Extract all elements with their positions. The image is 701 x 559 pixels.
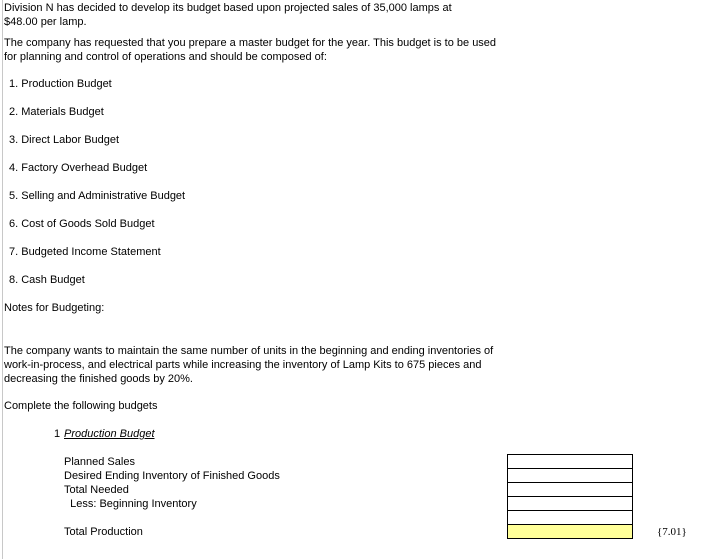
- total-production-label: Total Production: [64, 526, 143, 538]
- request-line-1: The company has requested that you prepare a master budget for the year. This budget is to be used: [4, 37, 497, 49]
- notes-line-1: The company wants to maintain the same number of units in the beginning and ending inventories of: [4, 345, 494, 357]
- row-label: Planned Sales: [64, 456, 135, 468]
- row-label: Total Needed: [64, 484, 129, 496]
- budget-item: 7. Budgeted Income Statement: [9, 246, 161, 258]
- production-title: Production Budget: [64, 428, 155, 440]
- budget-item: 1. Production Budget: [9, 78, 112, 90]
- total-needed-cell[interactable]: [507, 482, 633, 497]
- intro-line-2: $48.00 per lamp.: [4, 16, 87, 28]
- notes-line-3: decreasing the finished goods by 20%.: [4, 373, 193, 385]
- beginning-inventory-cell[interactable]: [507, 496, 633, 511]
- production-number: 1: [54, 428, 61, 440]
- row-label: Desired Ending Inventory of Finished Goods: [64, 470, 280, 482]
- column-gridline: [2, 0, 3, 559]
- planned-sales-cell[interactable]: [507, 454, 633, 469]
- budget-item: 2. Materials Budget: [9, 106, 104, 118]
- budget-item: 4. Factory Overhead Budget: [9, 162, 148, 174]
- ending-inventory-cell[interactable]: [507, 468, 633, 483]
- request-line-2: for planning and control of operations and should be composed of:: [4, 51, 327, 63]
- intro-line-1: Division N has decided to develop its budget based upon projected sales of 35,000 lamps at: [4, 2, 452, 14]
- notes-heading: Notes for Budgeting:: [4, 302, 105, 314]
- budget-item: 6. Cost of Goods Sold Budget: [9, 218, 155, 230]
- reference-code: {7.01}: [657, 526, 687, 538]
- notes-line-2: work-in-process, and electrical parts while increasing the inventory of Lamp Kits to 675 pieces and: [4, 359, 482, 371]
- row-label: Less: Beginning Inventory: [64, 498, 197, 510]
- blank-cell[interactable]: [507, 510, 633, 525]
- total-production-cell[interactable]: [507, 524, 633, 539]
- budget-item: 8. Cash Budget: [9, 274, 85, 286]
- complete-heading: Complete the following budgets: [4, 400, 158, 412]
- budget-item: 5. Selling and Administrative Budget: [9, 190, 186, 202]
- budget-item: 3. Direct Labor Budget: [9, 134, 120, 146]
